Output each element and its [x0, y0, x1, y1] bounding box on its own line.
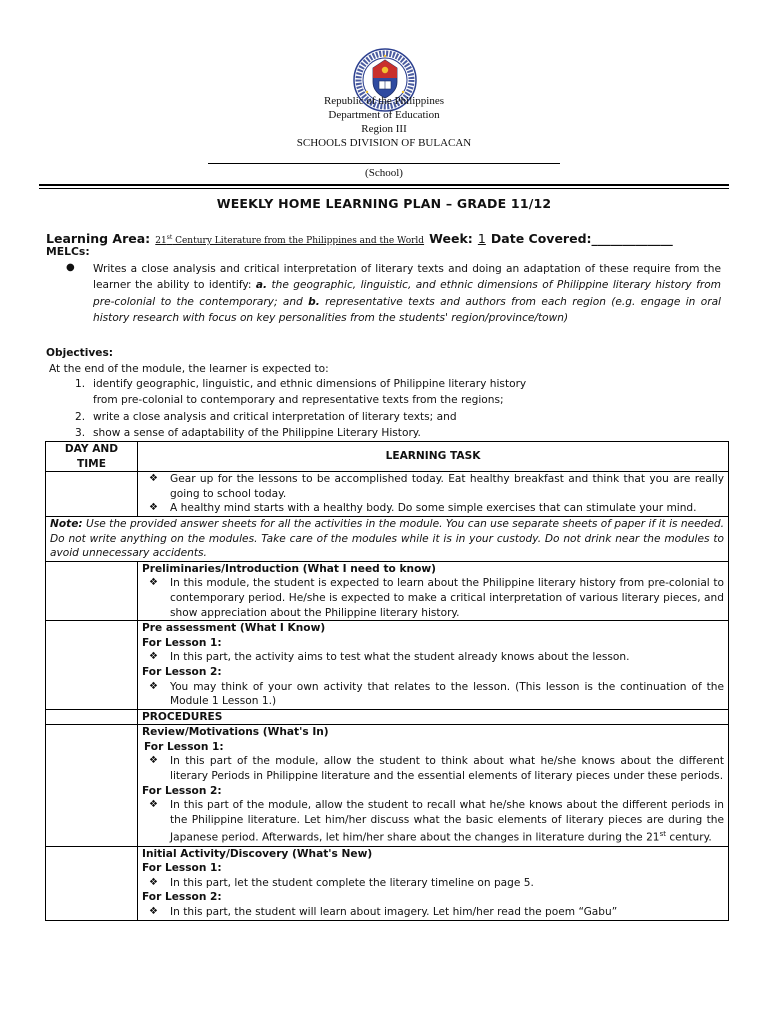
learning-task-cell	[138, 621, 729, 710]
learning-area-value	[155, 236, 424, 246]
learning-task-cell	[138, 846, 729, 920]
melc-b-mark: b.	[308, 295, 320, 308]
objective-text: show a sense of adaptability of the Philippine Literary History.	[93, 426, 421, 439]
objective-text: from pre-colonial to contemporary and representative texts from the regions;	[93, 394, 504, 407]
list-item	[142, 472, 724, 501]
header-republic: Republic of the Philippines	[323, 95, 445, 107]
lesson-label: For Lesson 1:	[144, 740, 224, 753]
objective-number: 3.	[75, 426, 86, 439]
diamond-bullet-icon: ❖	[149, 473, 158, 485]
table-header-row	[46, 442, 729, 472]
section-heading: Review/Motivations (What's In)	[142, 726, 329, 739]
section-heading: Initial Activity/Discovery (What's New)	[142, 847, 373, 860]
objective-text: write a close analysis and critical interpretation of literary texts; and	[93, 410, 457, 423]
note-cell	[46, 516, 729, 561]
objective-item	[75, 409, 725, 425]
objective-text: identify geographic, linguistic, and ethnic dimensions of Philippine literary history	[93, 378, 527, 390]
objectives-label: Objectives:	[46, 347, 114, 359]
objective-item	[75, 392, 725, 408]
school-caption: (School)	[365, 167, 403, 179]
task-text-sup: st	[659, 830, 666, 839]
diamond-bullet-icon: ❖	[149, 755, 158, 767]
day-time-cell	[46, 561, 138, 620]
melc-text-c: representative texts and authors from each region (e.g. engage in oral history research with focus on key personalities from the students' region/province/town)	[93, 295, 722, 324]
header-department: Department of Education	[328, 109, 440, 121]
task-text: In this part, let the student complete the literary timeline on page 5.	[170, 876, 534, 889]
diamond-bullet-icon: ❖	[149, 680, 158, 692]
table-row	[46, 472, 729, 517]
school-name-line	[208, 163, 560, 164]
day-time-cell	[46, 725, 138, 846]
learning-task-cell	[138, 472, 729, 517]
objectives-intro: At the end of the module, the learner is expected to:	[49, 363, 329, 375]
table-row	[46, 516, 729, 561]
section-heading: Preliminaries/Introduction (What I need to know)	[142, 562, 436, 575]
day-time-cell	[46, 621, 138, 710]
day-time-cell	[46, 846, 138, 920]
lesson-label: For Lesson 1:	[142, 636, 222, 649]
date-covered-label: Date Covered:_____________	[490, 231, 673, 246]
learning-area-label: Learning Area:	[46, 231, 151, 246]
diamond-bullet-icon: ❖	[149, 905, 158, 917]
task-text: Gear up for the lessons to be accomplished today. Eat healthy breakfast and think that you are really going to school today.	[170, 473, 724, 500]
list-item	[142, 501, 724, 516]
task-text: In this module, the student is expected to learn about the Philippine literary history from pre-colonial to contemporary period. He/she is expected to make a critical interpretation of various literary pieces, and show appreciation about the Philippine literary history.	[170, 577, 724, 619]
day-time-cell	[46, 709, 138, 725]
list-item	[142, 680, 724, 709]
table-row	[46, 621, 729, 710]
learning-task-cell	[138, 725, 729, 846]
header-division: SCHOOLS DIVISION OF BULACAN	[296, 137, 472, 149]
objectives-list	[75, 376, 725, 441]
document-title: WEEKLY HOME LEARNING PLAN – GRADE 11/12	[216, 196, 552, 211]
objective-item	[75, 376, 725, 392]
learning-area-value-text: Century Literature from the Philippines and the World	[172, 236, 425, 246]
learning-area-value-num: 21	[155, 236, 167, 246]
learning-task-cell	[138, 561, 729, 620]
objective-item	[75, 425, 725, 441]
learning-plan-table	[45, 441, 729, 921]
task-text: You may think of your own activity that relates to the lesson. (This lesson is the continuation of the Module 1 Lesson 1.)	[170, 680, 724, 708]
procedures-heading: PROCEDURES	[138, 709, 729, 725]
lesson-label: For Lesson 2:	[142, 665, 222, 678]
melc-a-mark: a.	[255, 279, 268, 292]
col-header-day-time: DAY AND TIME	[46, 442, 138, 472]
list-item	[142, 876, 724, 891]
task-text: A healthy mind starts with a healthy body. Do some simple exercises that can stimulate your mind.	[170, 502, 697, 515]
week-label: Week:	[429, 231, 473, 246]
table-row	[46, 725, 729, 846]
table-row	[46, 561, 729, 620]
diamond-bullet-icon: ❖	[149, 502, 158, 514]
melc-text-b: the geographic, linguistic, and ethnic dimensions of Philippine literary history from pre-colonial to the contemporary; and	[93, 279, 721, 308]
diamond-bullet-icon: ❖	[149, 876, 158, 888]
task-text: In this part of the module, allow the student to think about what he/she knows about the different literary Periods in Philippine literature and the essential elements of literary pieces under these periods.	[170, 755, 724, 783]
melc-text-a: Writes a close analysis and critical interpretation of literary texts and doing an adaptation of these require from the learner the ability to identify:	[93, 263, 721, 292]
lesson-label: For Lesson 1:	[142, 862, 222, 875]
list-item	[142, 754, 724, 783]
diamond-bullet-icon: ❖	[149, 651, 158, 663]
list-item	[142, 905, 724, 920]
table-row	[46, 709, 729, 725]
table-row	[46, 846, 729, 920]
lesson-label: For Lesson 2:	[142, 891, 222, 904]
list-item	[142, 650, 724, 665]
day-time-cell	[46, 472, 138, 517]
header-divider-thick	[39, 184, 729, 186]
note-text: Use the provided answer sheets for all the activities in the module. You can use separate sheets of paper if it is needed. Do not write anything on the modules. Take care of the modules while it is in your custody. Do not drink near the modules to avoid unnecessary accidents.	[50, 517, 724, 560]
header-region: Region III	[361, 123, 407, 135]
melcs-label: MELCs:	[46, 245, 90, 258]
diamond-bullet-icon: ❖	[149, 577, 158, 589]
lesson-label: For Lesson 2:	[142, 784, 222, 797]
section-heading: Pre assessment (What I Know)	[142, 622, 326, 635]
bullet-dot-icon: ●	[66, 262, 75, 273]
task-text: In this part, the activity aims to test what the student already knows about the lesson.	[170, 651, 630, 664]
learning-area-value-sup: st	[166, 234, 173, 241]
list-item	[142, 576, 724, 620]
task-text-end: century.	[665, 831, 712, 844]
note-label: Note:	[50, 517, 83, 530]
week-number: 1	[477, 231, 486, 246]
task-text: In this part of the module, allow the student to recall what he/she knows about the different periods in the Philippine literature. Let him/her discuss what the basic elements of literary pieces are during the Japanese period. Afterwards, let him/her share about the changes in literature during the 21	[170, 799, 724, 844]
task-text: In this part, the student will learn about imagery. Let him/her read the poem “Gabu”	[170, 905, 618, 918]
col-header-learning-task: LEARNING TASK	[138, 442, 729, 472]
learning-area-row	[46, 228, 736, 247]
diamond-bullet-icon: ❖	[149, 799, 158, 811]
objective-number: 1.	[75, 378, 86, 390]
list-item	[142, 798, 724, 845]
melc-item	[93, 261, 721, 326]
objective-number: 2.	[75, 410, 86, 423]
header-divider-thin	[39, 188, 729, 189]
